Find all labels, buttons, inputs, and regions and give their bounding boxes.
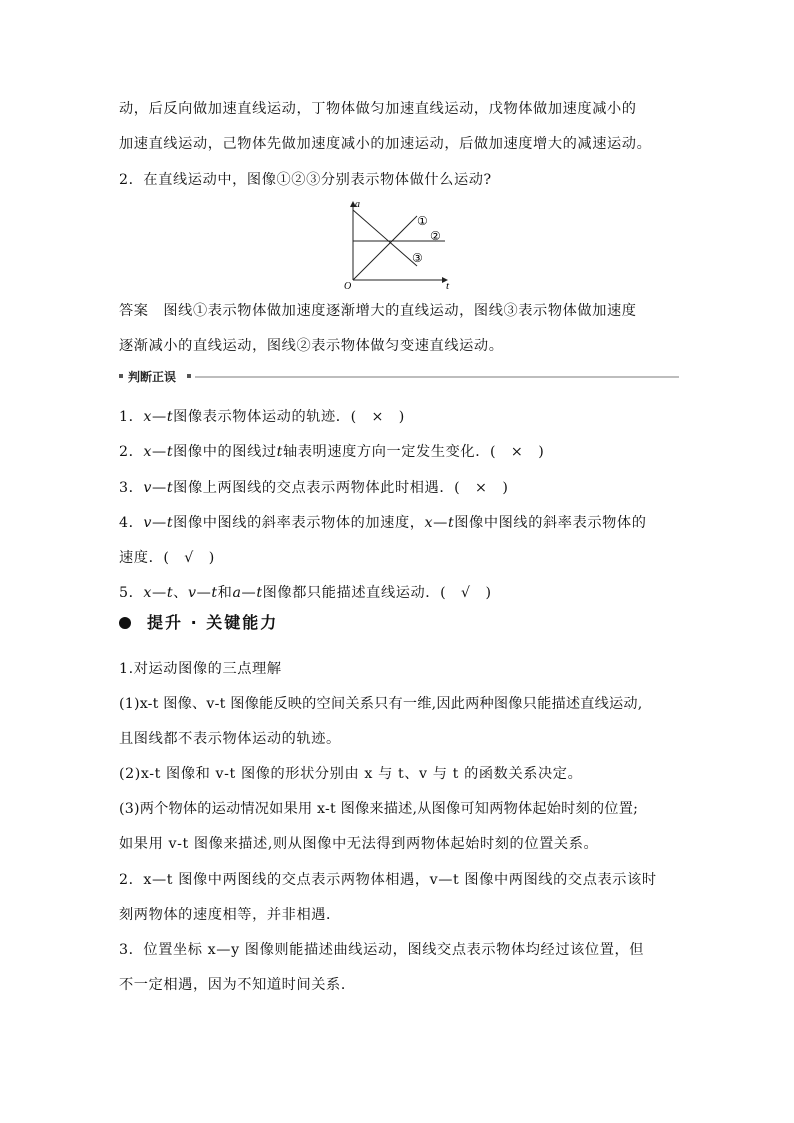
point-2-line-1: 2．x—t 图像中两图线的交点表示两物体相遇，v—t 图像中两图线的交点表示该时 [119, 872, 657, 888]
question-2: 2．在直线运动中，图像①②③分别表示物体做什么运动? [119, 172, 492, 188]
y-axis-label: a [355, 199, 360, 210]
judge-section-title: 判断正误 [128, 370, 177, 384]
divider-rule [195, 376, 679, 378]
judge-section-header [119, 368, 679, 386]
square-bullet-icon [187, 374, 191, 378]
point-1-3-line-2: 如果用 v-t 图像来描述,则从图像中无法得到两物体起始时刻的位置关系。 [119, 836, 599, 852]
graph-line-3 [353, 210, 417, 266]
intro-line-2: 加速直线运动，己物体先做加速度减小的加速运动，后做加速度增大的减速运动。 [119, 136, 652, 152]
point-3-line-1: 3．位置坐标 x—y 图像则能描述曲线运动，图线交点表示物体均经过该位置，但 [119, 942, 645, 958]
judgement-5: 5．x—t、v—t和a—t图像都只能描述直线运动．( √ ) [119, 585, 492, 601]
point-1-1-line-2: 且图线都不表示物体运动的轨迹。 [119, 731, 341, 747]
intro-line-1: 动，后反向做加速直线运动，丁物体做匀加速直线运动，戊物体做加速度减小的 [119, 101, 637, 117]
point-1-2: (2)x-t 图像和 v-t 图像的形状分别由 x 与 t、v 与 t 的函数关系决定。 [119, 766, 583, 782]
point-1-title: 1.对运动图像的三点理解 [119, 661, 282, 677]
judgement-1: 1．x—t图像表示物体运动的轨迹．( × ) [119, 409, 405, 425]
square-bullet-icon [119, 374, 123, 378]
bullet-dot-icon [119, 617, 131, 629]
graph-line-1 [353, 216, 417, 280]
answer-line-2: 逐渐减小的直线运动，图线②表示物体做匀变速直线运动。 [119, 338, 504, 354]
judgement-4: 4．v—t图像中图线的斜率表示物体的加速度，x—t图像中图线的斜率表示物体的 [119, 515, 647, 531]
judgement-4-cont: 速度．( √ ) [119, 550, 215, 566]
point-1-1-line-1: (1)x-t 图像、v-t 图像能反映的空间关系只有一维,因此两种图像只能描述直线运动, [119, 696, 643, 712]
origin-label: O [344, 281, 352, 290]
judgement-3: 3．v—t图像上两图线的交点表示两物体此时相遇．( × ) [119, 480, 509, 496]
point-2-line-2: 刻两物体的速度相等，并非相遇． [119, 907, 341, 923]
line-3-label: ③ [412, 251, 423, 265]
point-1-3-line-1: (3)两个物体的运动情况如果用 x-t 图像来描述,从图像可知两物体起始时刻的位置; [119, 801, 639, 817]
ability-section-title: 提升 · 关键能力 [147, 613, 279, 632]
line-1-label: ① [417, 214, 428, 228]
acceleration-time-diagram [335, 196, 465, 290]
x-axis-label: t [446, 280, 450, 290]
point-3-line-2: 不一定相遇，因为不知道时间关系． [119, 977, 356, 993]
judgement-2: 2．x—t图像中的图线过t轴表明速度方向一定发生变化．( × ) [119, 444, 545, 460]
line-2-label: ② [430, 229, 441, 243]
answer-line-1: 答案 图线①表示物体做加速度逐渐增大的直线运动，图线③表示物体做加速度 [119, 303, 637, 319]
